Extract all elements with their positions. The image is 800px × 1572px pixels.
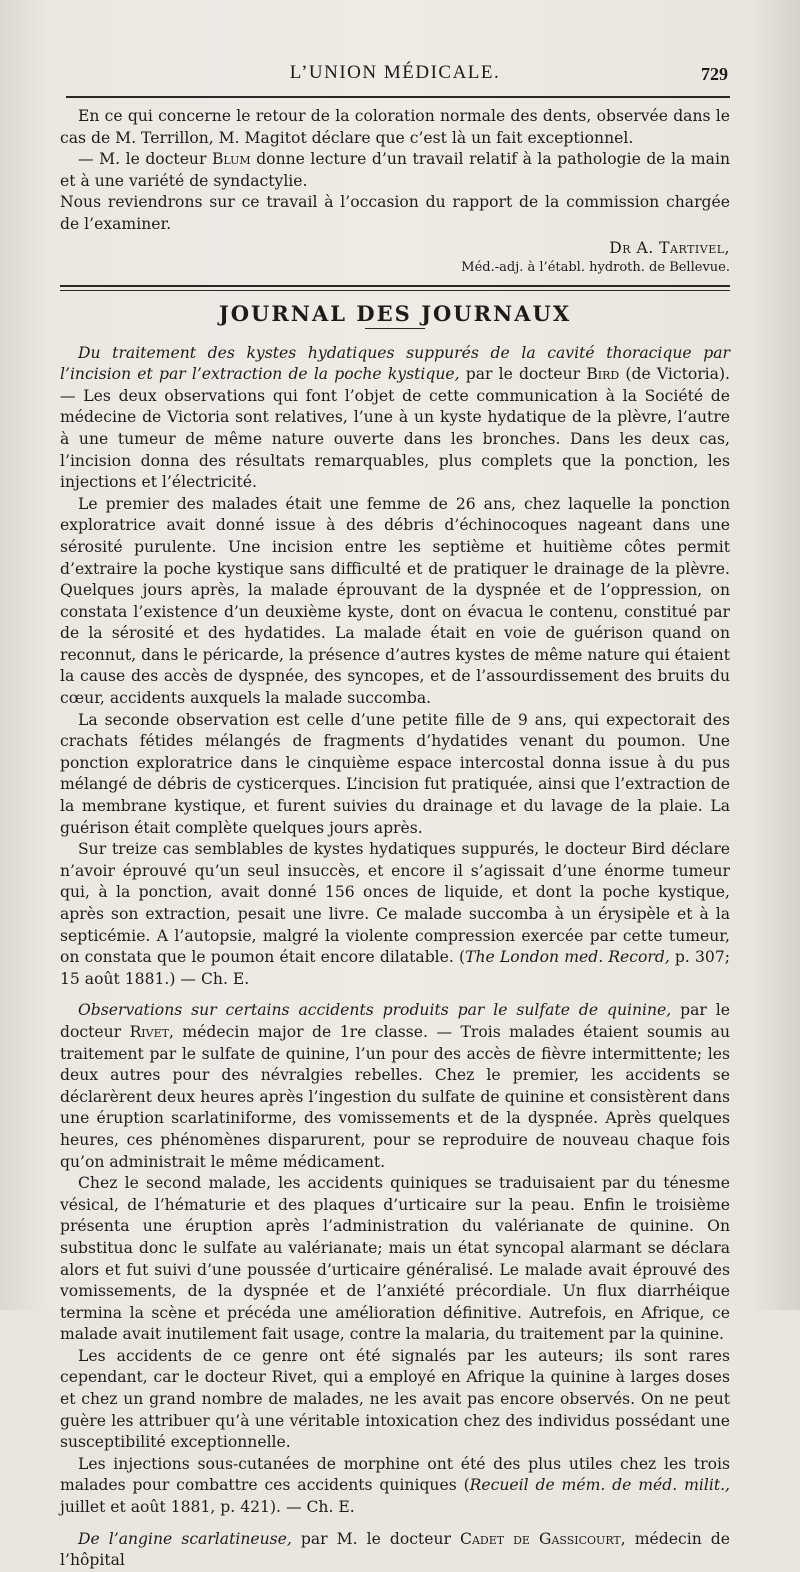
spacer	[60, 990, 730, 1000]
article-text: juillet et août 1881, p. 421). — Ch. E.	[60, 1498, 355, 1517]
preamble-text: donne lecture d’un travail relatif à la pathologie de la main et à une variété de syndactylie.	[60, 150, 731, 190]
article-2-paragraph-4	[60, 1454, 730, 1519]
article-2-paragraph-3: Les accidents de ce genre ont été signalés par les auteurs; ils sont rares cependant, car le docteur Rivet, qui a employé en Afrique la quinine à larges doses et chez un grand nombre de malades, ne les avait pas encore observés. On ne peut guère les attribuer qu’à une véritable intoxication chez des individus possédant une susceptibilité exceptionnelle.	[60, 1346, 730, 1452]
article-2-lead	[60, 1000, 730, 1173]
article-text: Les injections sous-cutanées de morphine ont été des plus utiles chez les trois malades pour combattre ces accidents quiniques (	[60, 1454, 730, 1495]
preamble-paragraph-1: En ce qui concerne le retour de la coloration normale des dents, observée dans le cas de M. Terrillon, M. Magitot déclare que c’est là un fait exceptionnel.	[60, 107, 730, 147]
article-text: par le docteur	[60, 1001, 730, 1041]
author-name: Blum	[211, 150, 251, 169]
article-text: Sur treize cas semblables de kystes hydatiques suppurés, le docteur Bird déclare n’avoir éprouvé qu’un seul insuccès, et encore il s’agissait d’une énorme tumeur qui, à la ponction, avait donné 156 onces de liquide, et dont la poche kystique, après son extraction, pesait une livre. Ce malade succomba à un érysipèle et à la septicémie. A l’autopsie, malgré la violente compression exercée par cette tumeur, on constata que le poumon était encore dilatable. (	[60, 840, 730, 967]
journal-title: L’UNION MÉDICALE.	[289, 62, 501, 83]
preamble-paragraph-3: Nous reviendrons sur ce travail à l’occasion du rapport de la commission chargée de l’examiner.	[60, 193, 730, 233]
article-text: (de Victoria). — Les deux observations qui font l’objet de cette communication à la Société de médecine de Victoria sont relatives, l’une à un kyste hydatique de la plèvre, l’autre à une tumeur de même nature ouverte dans les bronches. Dans les deux cas, l’incision donna des résultats remarquables, plus complets que la ponction, les injections et l’électricité.	[60, 365, 731, 492]
article-text: par le docteur	[459, 365, 587, 384]
header-rule	[66, 96, 730, 98]
article-1-lead	[60, 343, 730, 494]
article-text: par M. le docteur	[291, 1529, 461, 1548]
article-text: , médecin de l’hôpital	[60, 1529, 730, 1570]
author-name: Cadet de Gassicourt	[460, 1529, 621, 1548]
article-1-paragraph-2: Le premier des malades était une femme de 26 ans, chez laquelle la ponction exploratrice avait donné issue à des débris d’échinocoques nageant dans une sérosité purulente. Une incision entre les septième et huitième côtes permit d’extraire la poche kystique sans difficulté et de pratiquer le drainage de la plèvre. Quelques jours après, la malade éprouvant de la dyspnée et de l’oppression, on constata l’existence d’un deuxième kyste, dont on évacua le contenu, constitué par de la sérosité et des hydatides. La malade était en voie de guérison quand on reconnut, dans le péricarde, la présence d’autres kystes de même nature qui étaient la cause des accès de dyspnée, des syncopes, et de l’assourdissement des bruits du cœur, accidents auxquels la malade succomba.	[60, 494, 730, 708]
signature-affiliation: Méd.-adj. à l’établ. hydroth. de Bellevue.	[461, 259, 730, 275]
article-title: Observations sur certains accidents produits par le sulfate de quinine,	[78, 1001, 672, 1020]
signature-name: Dr A. Tartivel,	[609, 238, 730, 257]
signature	[60, 238, 730, 277]
article-text: , médecin major de 1re classe. — Trois malades étaient soumis au traitement par le sulfate de quinine, l’un pour des accès de fièvre intermittente; les deux autres pour des névralgies rebelles. Chez le premier, les accidents se déclarèrent deux heures après l’ingestion du sulfate de quinine et consistèrent dans une éruption scarlatiniforme, des vomissements et de la dyspnée. Après quelques heures, ces phénomènes disparurent, pour se reproduire de nouveau chaque fois qu’on administrait le même médicament.	[60, 1022, 730, 1171]
article-1-paragraph-3: La seconde observation est celle d’une petite fille de 9 ans, qui expectorait des crachats fétides mélangés de fragments d’hydatides venant du poumon. Une ponction exploratrice dans le cinquième espace intercostal donna issue à du pus mélangé de débris de cysticerques. L’incision fut pratiquée, ainsi que l’extraction de la membrane kystique, et furent suivies du drainage et du lavage de la plaie. La guérison était complète quelques jours après.	[60, 710, 730, 837]
source-citation: Recueil de mém. de méd. milit.,	[469, 1476, 731, 1495]
spacer	[60, 1519, 730, 1529]
author-name: Bird	[586, 365, 620, 384]
preamble-text: — M. le docteur	[78, 150, 212, 169]
preamble-paragraph-2	[60, 149, 730, 192]
article-1-paragraph-4	[60, 839, 730, 990]
running-head	[60, 58, 730, 92]
source-citation: The London med. Record,	[465, 948, 670, 967]
author-name: Rivet	[129, 1022, 169, 1041]
article-title: Du traitement des kystes hydatiques suppurés de la cavité thoracique par l’incision et par l’extraction de la poche kystique,	[60, 343, 730, 384]
article-title: De l’angine scarlatineuse,	[78, 1529, 292, 1548]
section-divider	[60, 285, 730, 291]
page-number: 729	[701, 64, 728, 84]
title-rule	[365, 328, 425, 329]
article-text: p. 307; 15 août 1881.) — Ch. E.	[60, 948, 731, 988]
article-3-lead	[60, 1529, 730, 1572]
section-title: JOURNAL DES JOURNAUX	[218, 300, 572, 326]
article-2-paragraph-2: Chez le second malade, les accidents quiniques se traduisaient par du ténesme vésical, de l’hématurie et des plaques d’urticaire sur la peau. Enfin le troisième présenta une éruption après l’administration du valérianate de quinine. On substitua donc le sulfate au valérianate; mais un état syncopal alarmant se déclara alors et fut suivi d’une poussée d’urticaire généralisé. Le malade avait éprouvé des vomissements, de la dyspnée et de l’anxiété précordiale. Un flux diarrhéique termina la scène et précéda une amélioration définitive. Autrefois, en Afrique, ce malade avait inutilement fait usage, contre la malaria, du traitement par la quinine.	[60, 1174, 730, 1344]
